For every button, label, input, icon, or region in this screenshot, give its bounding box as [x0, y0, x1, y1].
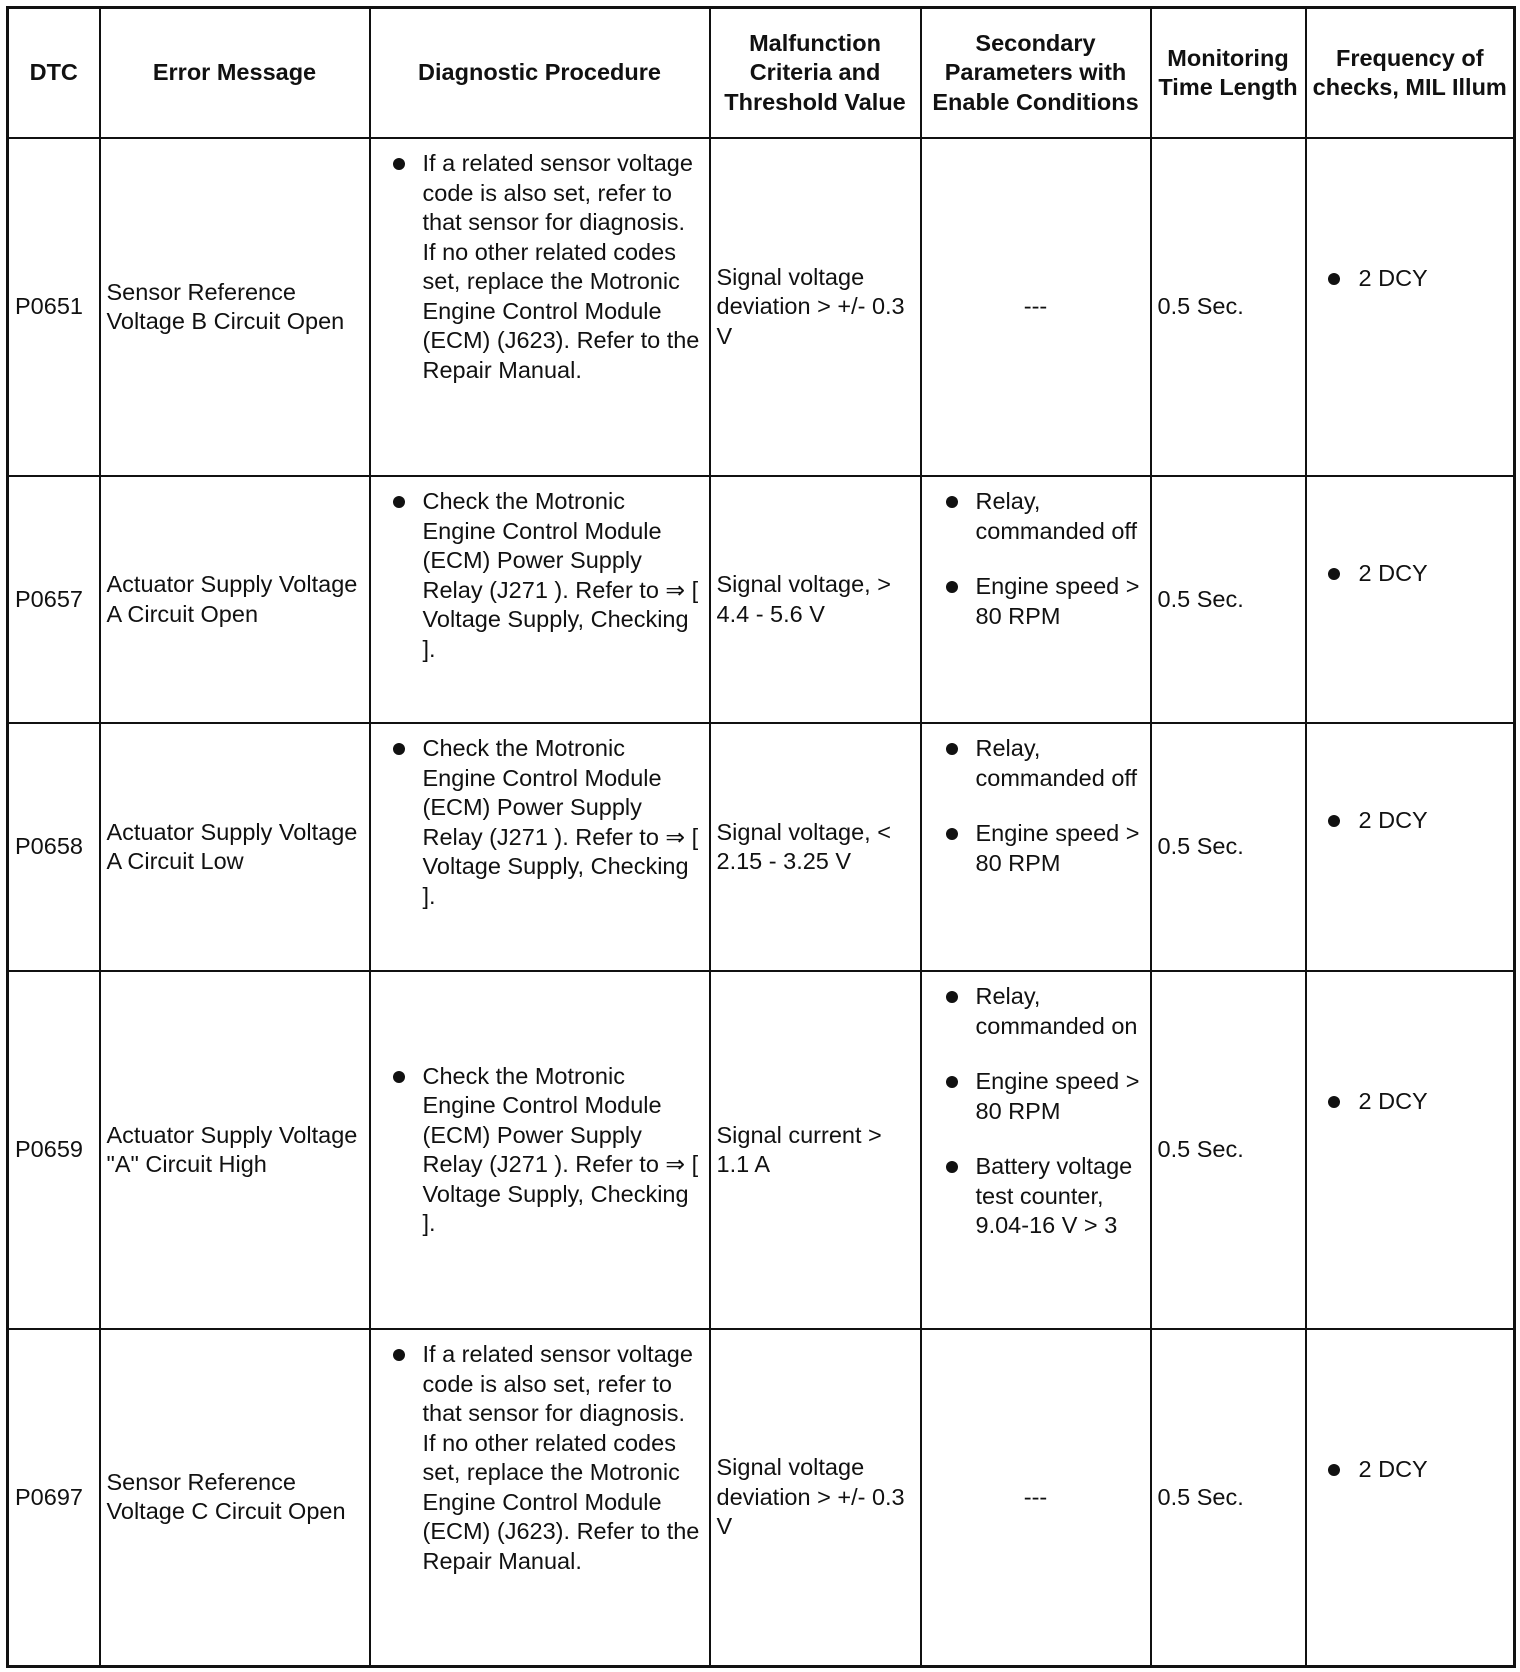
table-row [8, 723, 1515, 971]
header-row [8, 8, 1515, 139]
procedure-item: If a related sensor voltage code is also set, refer to that sensor for diagnosis. If no other related codes set, replace the Motronic Engine Control Module (ECM) (J623). Refer to the Repair Manual. [377, 149, 703, 385]
procedure-item: If a related sensor voltage code is also set, refer to that sensor for diagnosis. If no other related codes set, replace the Motronic Engine Control Module (ECM) (J623). Refer to the Repair Manual. [377, 1340, 703, 1576]
malfunction-criteria: Signal voltage deviation > +/- 0.3 V [710, 138, 921, 476]
procedure-item: Check the Motronic Engine Control Module (ECM) Power Supply Relay (J271 ). Refer to ⇒ [ Voltage Supply, Checking ]. [377, 734, 703, 911]
error-message: Sensor Reference Voltage C Circuit Open [100, 1329, 370, 1666]
frequency-cell [1306, 723, 1515, 971]
frequency-item: 2 DCY [1313, 1455, 1508, 1485]
monitoring-time: 0.5 Sec. [1151, 476, 1306, 723]
frequency-item: 2 DCY [1313, 559, 1508, 589]
header-diagnostic-procedure: Diagnostic Procedure [370, 8, 710, 139]
monitoring-time: 0.5 Sec. [1151, 723, 1306, 971]
header-dtc: DTC [8, 8, 100, 139]
diagnostic-procedure [370, 723, 710, 971]
diagnostic-procedure [370, 1329, 710, 1666]
header-secondary-parameters: Secondary Parameters with Enable Conditions [921, 8, 1151, 139]
procedure-item: Check the Motronic Engine Control Module (ECM) Power Supply Relay (J271 ). Refer to ⇒ [ Voltage Supply, Checking ]. [377, 1062, 703, 1239]
secondary-parameters [921, 476, 1151, 723]
error-message: Sensor Reference Voltage B Circuit Open [100, 138, 370, 476]
secondary-parameters [921, 723, 1151, 971]
header-monitoring-time: Monitoring Time Length [1151, 8, 1306, 139]
secondary-parameters: --- [921, 138, 1151, 476]
monitoring-time: 0.5 Sec. [1151, 971, 1306, 1329]
monitoring-time: 0.5 Sec. [1151, 1329, 1306, 1666]
secondary-item: Engine speed > 80 RPM [928, 819, 1144, 878]
dtc-table-page [6, 6, 1513, 1668]
header-frequency: Frequency of checks, MIL Illum [1306, 8, 1515, 139]
header-malfunction-criteria: Malfunction Criteria and Threshold Value [710, 8, 921, 139]
dtc-code: P0651 [8, 138, 100, 476]
table-row [8, 971, 1515, 1329]
dtc-code: P0658 [8, 723, 100, 971]
secondary-item: Battery voltage test counter, 9.04-16 V > 3 [928, 1152, 1144, 1241]
diagnostic-procedure [370, 476, 710, 723]
table-row [8, 138, 1515, 476]
frequency-cell [1306, 971, 1515, 1329]
table-row [8, 476, 1515, 723]
error-message: Actuator Supply Voltage A Circuit Low [100, 723, 370, 971]
frequency-cell [1306, 476, 1515, 723]
malfunction-criteria: Signal current > 1.1 A [710, 971, 921, 1329]
frequency-item: 2 DCY [1313, 806, 1508, 836]
frequency-item: 2 DCY [1313, 264, 1508, 294]
procedure-item: Check the Motronic Engine Control Module (ECM) Power Supply Relay (J271 ). Refer to ⇒ [ Voltage Supply, Checking ]. [377, 487, 703, 664]
monitoring-time: 0.5 Sec. [1151, 138, 1306, 476]
secondary-parameters: --- [921, 1329, 1151, 1666]
secondary-parameters [921, 971, 1151, 1329]
secondary-item: Engine speed > 80 RPM [928, 1067, 1144, 1126]
secondary-item: Engine speed > 80 RPM [928, 572, 1144, 631]
secondary-item: Relay, commanded off [928, 487, 1144, 546]
frequency-cell [1306, 138, 1515, 476]
dtc-code: P0659 [8, 971, 100, 1329]
dtc-code: P0657 [8, 476, 100, 723]
secondary-item: Relay, commanded off [928, 734, 1144, 793]
diagnostic-procedure [370, 138, 710, 476]
header-error-message: Error Message [100, 8, 370, 139]
error-message: Actuator Supply Voltage "A" Circuit High [100, 971, 370, 1329]
table-row [8, 1329, 1515, 1666]
dtc-table [6, 6, 1516, 1668]
diagnostic-procedure [370, 971, 710, 1329]
frequency-item: 2 DCY [1313, 1087, 1508, 1117]
malfunction-criteria: Signal voltage, < 2.15 - 3.25 V [710, 723, 921, 971]
secondary-item: Relay, commanded on [928, 982, 1144, 1041]
malfunction-criteria: Signal voltage, > 4.4 - 5.6 V [710, 476, 921, 723]
error-message: Actuator Supply Voltage A Circuit Open [100, 476, 370, 723]
frequency-cell [1306, 1329, 1515, 1666]
dtc-code: P0697 [8, 1329, 100, 1666]
malfunction-criteria: Signal voltage deviation > +/- 0.3 V [710, 1329, 921, 1666]
